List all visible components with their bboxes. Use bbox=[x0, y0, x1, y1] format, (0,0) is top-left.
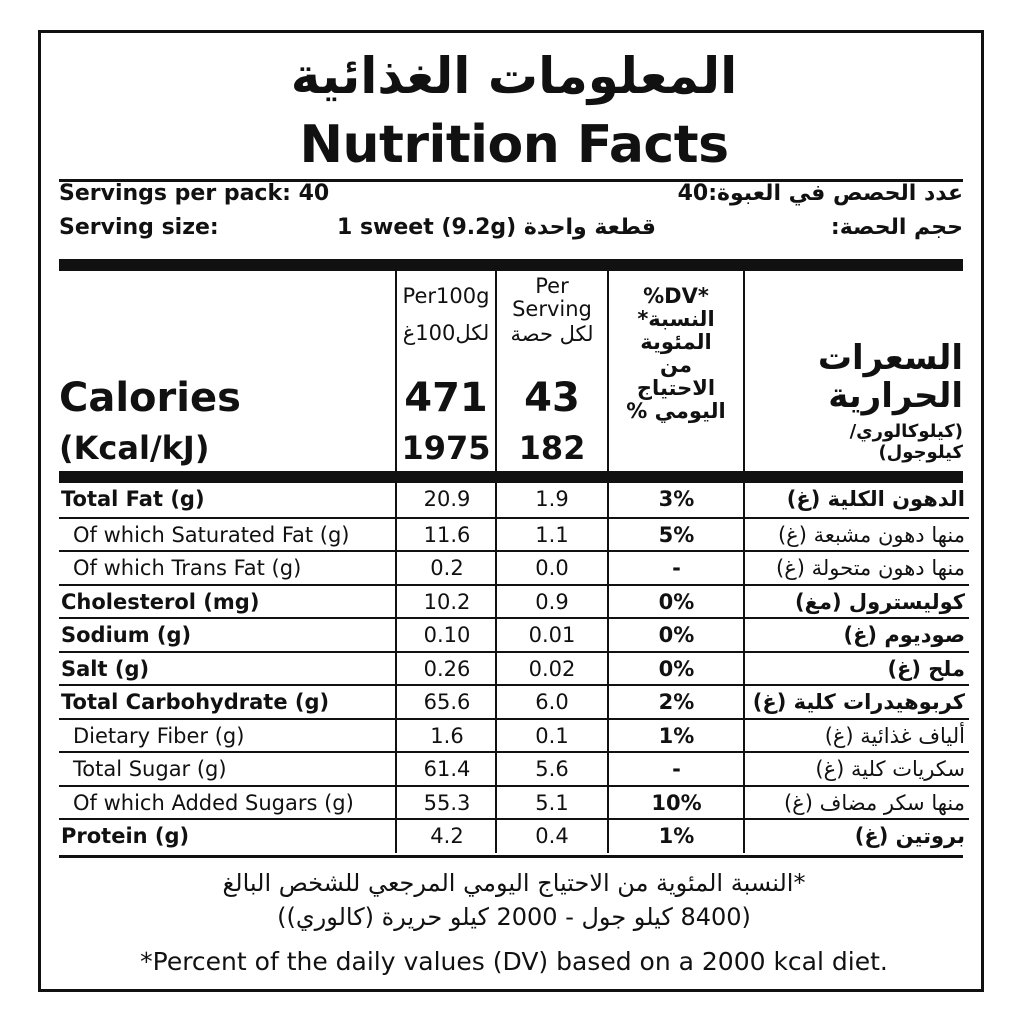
rule-under-table bbox=[59, 855, 963, 858]
value-dv: 10% bbox=[651, 790, 702, 815]
nutrient-name-arabic: منها سكر مضاف (غ) bbox=[783, 790, 965, 815]
col-header-per100 bbox=[397, 285, 495, 345]
nutrient-table bbox=[41, 483, 987, 853]
col-header-per100-ar: لكل100غ bbox=[402, 321, 490, 345]
table-row bbox=[59, 751, 969, 784]
nutrient-name-arabic: منها دهون متحولة (غ) bbox=[776, 556, 965, 580]
calories-label: Calories bbox=[59, 375, 241, 421]
nutrient-name: Sodium (g) bbox=[61, 623, 192, 647]
value-dv: 0% bbox=[658, 623, 695, 647]
table-row bbox=[59, 651, 969, 684]
col-header-dv bbox=[609, 285, 743, 423]
calories-unit-arabic-1: (كيلوكالوري/ bbox=[849, 421, 963, 442]
value-dv: - bbox=[672, 556, 681, 580]
footnote-arabic-1: *النسبة المئوية من الاحتياج اليومي المرجعي للشخص البالغ bbox=[222, 869, 806, 897]
table-row bbox=[59, 550, 969, 583]
value-dv: 1% bbox=[658, 723, 695, 748]
value-per100: 11.6 bbox=[423, 522, 471, 547]
nutrient-name: Total Sugar (g) bbox=[73, 757, 227, 781]
value-per100: 4.2 bbox=[430, 824, 464, 848]
value-per100: 1.6 bbox=[430, 723, 464, 748]
nutrient-name-arabic: كربوهيدرات كلية (غ) bbox=[752, 690, 965, 714]
col-header-serving-en-1: Per bbox=[535, 274, 569, 298]
nutrient-name: Dietary Fiber (g) bbox=[73, 723, 245, 748]
value-per100: 0.26 bbox=[423, 656, 471, 681]
serving-size-arabic: حجم الحصة: bbox=[830, 215, 963, 240]
value-dv: 0% bbox=[658, 589, 695, 614]
calories-label-arabic bbox=[818, 339, 963, 415]
table-row bbox=[59, 785, 969, 818]
value-dv: 2% bbox=[658, 690, 695, 714]
nutrient-name-arabic: بروتين (غ) bbox=[854, 824, 965, 848]
value-per-serving: 1.9 bbox=[535, 487, 569, 511]
thick-rule-top bbox=[59, 259, 963, 271]
value-per-serving: 0.02 bbox=[528, 656, 576, 681]
nutrient-name: Total Fat (g) bbox=[61, 487, 205, 511]
value-per100: 55.3 bbox=[423, 790, 471, 815]
servings-per-pack bbox=[59, 181, 329, 206]
value-dv: 3% bbox=[658, 487, 695, 511]
value-per-serving: 6.0 bbox=[535, 690, 569, 714]
value-per100: 0.10 bbox=[423, 623, 471, 647]
calories-label-arabic-1: السعرات bbox=[817, 338, 963, 378]
col-header-dv-ar-1: النسبة* bbox=[637, 307, 715, 331]
servings-per-pack-label: Servings per pack: bbox=[59, 181, 291, 206]
title-arabic: المعلومات الغذائية bbox=[290, 47, 738, 105]
calories-label-arabic-2: الحرارية bbox=[828, 376, 963, 416]
nutrient-name: Salt (g) bbox=[61, 656, 150, 681]
nutrient-name: Of which Saturated Fat (g) bbox=[73, 522, 350, 547]
nutrient-name-arabic: منها دهون مشبعة (غ) bbox=[777, 522, 965, 547]
nutrient-name: Total Carbohydrate (g) bbox=[61, 690, 330, 714]
footnote-english: *Percent of the daily values (DV) based on a 2000 kcal diet. bbox=[140, 947, 888, 976]
nutrient-name-arabic: ملح (غ) bbox=[887, 656, 965, 681]
col-header-serving bbox=[497, 275, 607, 346]
value-per100: 65.6 bbox=[423, 690, 471, 714]
col-header-dv-ar-3: من bbox=[660, 353, 692, 377]
footnote-arabic-2: (8400 كيلو جول - 2000 كيلو حريرة (كالوري)) bbox=[277, 903, 751, 931]
table-row bbox=[59, 617, 969, 650]
table-row bbox=[59, 584, 969, 617]
value-per-serving: 0.4 bbox=[535, 824, 569, 848]
calories-per100-kj: 1975 bbox=[401, 429, 491, 467]
col-header-dv-en: %DV* bbox=[643, 284, 709, 308]
value-per-serving: 0.0 bbox=[535, 556, 569, 580]
table-row bbox=[59, 818, 969, 851]
col-header-serving-ar: لكل حصة bbox=[510, 322, 594, 346]
value-per-serving: 5.1 bbox=[535, 790, 569, 815]
calories-serving-kcal: 43 bbox=[524, 375, 580, 421]
value-per100: 0.2 bbox=[430, 556, 464, 580]
value-dv: 5% bbox=[658, 522, 695, 547]
col-header-per100-en: Per100g bbox=[402, 284, 490, 308]
value-per-serving: 0.1 bbox=[535, 723, 569, 748]
col-header-dv-ar-4: الاحتياج bbox=[636, 376, 716, 400]
calories-per100-kcal: 471 bbox=[404, 375, 488, 421]
nutrient-name: Of which Added Sugars (g) bbox=[73, 790, 354, 815]
divider-col-4 bbox=[743, 271, 745, 471]
calories-serving-kj: 182 bbox=[518, 429, 586, 467]
col-header-serving-en-2: Serving bbox=[512, 297, 592, 321]
nutrient-name: Cholesterol (mg) bbox=[61, 589, 260, 614]
serving-size-value: 1 sweet (9.2g) قطعة واحدة bbox=[337, 215, 656, 240]
value-per-serving: 0.9 bbox=[535, 589, 569, 614]
nutrient-name-arabic: ألياف غذائية (غ) bbox=[824, 723, 965, 748]
table-row bbox=[59, 483, 969, 516]
value-per100: 61.4 bbox=[423, 757, 471, 781]
table-row bbox=[59, 517, 969, 550]
value-per100: 20.9 bbox=[423, 487, 471, 511]
value-per100: 10.2 bbox=[423, 589, 471, 614]
nutrient-name-arabic: الدهون الكلية (غ) bbox=[786, 487, 965, 511]
nutrient-name: Of which Trans Fat (g) bbox=[73, 556, 302, 580]
nutrient-name-arabic: كوليسترول (مغ) bbox=[795, 589, 965, 614]
table-row bbox=[59, 684, 969, 717]
value-per-serving: 0.01 bbox=[528, 623, 576, 647]
value-per-serving: 5.6 bbox=[535, 757, 569, 781]
value-dv: 0% bbox=[658, 656, 695, 681]
calories-unit-arabic bbox=[850, 421, 963, 463]
serving-size-label: Serving size: bbox=[59, 215, 219, 240]
col-header-dv-ar-2: المئوية bbox=[640, 330, 712, 354]
nutrient-name-arabic: صوديوم (غ) bbox=[843, 623, 965, 647]
value-dv: 1% bbox=[658, 824, 695, 848]
nutrition-label bbox=[38, 30, 984, 992]
servings-per-pack-arabic: عدد الحصص في العبوة:40 bbox=[677, 181, 963, 206]
value-dv: - bbox=[672, 757, 681, 781]
nutrient-name-arabic: سكريات كلية (غ) bbox=[815, 757, 965, 781]
calories-unit: (Kcal/kJ) bbox=[59, 429, 210, 467]
calories-unit-arabic-2: كيلوجول) bbox=[878, 442, 963, 463]
col-header-dv-ar-5: اليومي % bbox=[626, 399, 726, 423]
nutrient-name: Protein (g) bbox=[61, 824, 190, 848]
servings-per-pack-value: 40 bbox=[298, 181, 330, 206]
table-row bbox=[59, 718, 969, 751]
title-english: Nutrition Facts bbox=[299, 115, 729, 175]
value-per-serving: 1.1 bbox=[535, 522, 569, 547]
thick-rule-middle bbox=[59, 471, 963, 483]
